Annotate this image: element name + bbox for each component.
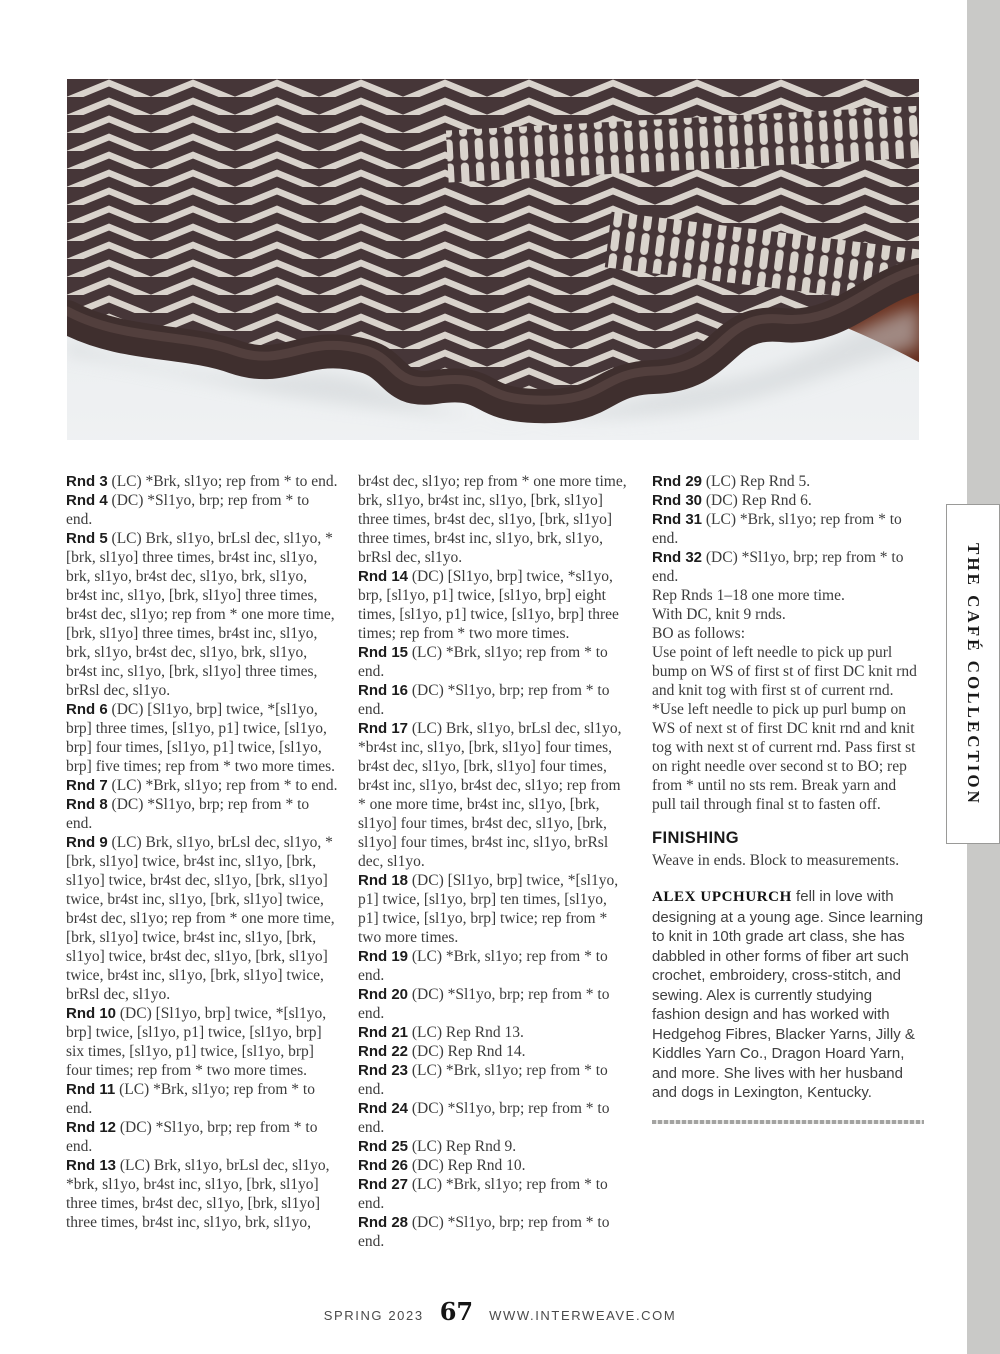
author-bio: ALEX UPCHURCH fell in love with designing at a young age. Since learning to knit in 10th grade art class, she has dabbled in other forms of fiber art such crochet, embroidery, cross-stitch, and sewing. Alex is currently studying fashion design and has worked with Hedgehog Fibres, Blacker Yarns, Jilly & Kiddles Yarn Co., Dragon Hoard Yarn, and more. She lives with her husband and dogs in Lexington, Kentucky. bbox=[652, 888, 924, 1101]
pattern-paragraph: Rnd 30 (DC) Rep Rnd 6. bbox=[652, 492, 812, 509]
pattern-paragraph: Rnd 22 (DC) Rep Rnd 14. bbox=[358, 1043, 526, 1060]
pattern-paragraph: With DC, knit 9 rnds. bbox=[652, 606, 786, 623]
pattern-paragraph: Rnd 10 (DC) [Sl1yo, brp] twice, *[sl1yo, brp] twice, [sl1yo, p1] twice, [sl1yo, brp] six times, [sl1yo, p1] twice, [sl1yo, brp] four times; rep from * two more times. bbox=[66, 1005, 327, 1079]
round-label: Rnd 10 bbox=[66, 1005, 117, 1022]
author-name: ALEX UPCHURCH bbox=[652, 889, 792, 905]
round-label: Rnd 4 bbox=[66, 492, 108, 509]
pattern-column-2 bbox=[358, 472, 630, 1251]
round-label: Rnd 7 bbox=[66, 777, 108, 794]
round-label: Rnd 14 bbox=[358, 568, 409, 585]
pattern-paragraph: Rnd 6 (DC) [Sl1yo, brp] twice, *[sl1yo, brp] three times, [sl1yo, p1] twice, [sl1yo, brp] four times, [sl1yo, p1] twice, [sl1yo, brp] five times; rep from * two more times. bbox=[66, 701, 336, 775]
round-label: Rnd 32 bbox=[652, 549, 703, 566]
round-label: Rnd 8 bbox=[66, 796, 108, 813]
page-footer bbox=[0, 1297, 1000, 1326]
pattern-paragraph: Rnd 5 (LC) Brk, sl1yo, brLsl dec, sl1yo, *[brk, sl1yo] three times, br4st inc, sl1yo, brk, sl1yo, br4st dec, sl1yo, brk, sl1yo, br4st inc, sl1yo, [brk, sl1yo] three times, br4st dec, sl1yo; rep from * one more time, [brk, sl1yo] three times, br4st inc, sl1yo, brk, sl1yo, br4st dec, sl1yo, brk, sl1yo, br4st inc, sl1yo, [brk, sl1yo] three times, brRsl dec, sl1yo. bbox=[66, 530, 335, 699]
round-label: Rnd 29 bbox=[652, 473, 703, 490]
pattern-paragraph: Rnd 21 (LC) Rep Rnd 13. bbox=[358, 1024, 524, 1041]
pattern-paragraph: br4st dec, sl1yo; rep from * one more time, brk, sl1yo, br4st inc, sl1yo, [brk, sl1yo] three times, br4st dec, sl1yo, [brk, sl1yo] three times, br4st inc, sl1yo, brk, sl1yo, brRsl dec, sl1yo. bbox=[358, 473, 627, 566]
pattern-paragraph: Rnd 15 (LC) *Brk, sl1yo; rep from * to end. bbox=[358, 644, 608, 680]
round-label: Rnd 16 bbox=[358, 682, 409, 699]
pattern-paragraph: Rnd 12 (DC) *Sl1yo, brp; rep from * to end. bbox=[66, 1119, 318, 1155]
round-label: Rnd 24 bbox=[358, 1100, 409, 1117]
round-label: Rnd 3 bbox=[66, 473, 108, 490]
round-label: Rnd 26 bbox=[358, 1157, 409, 1174]
collection-title: THE CAFÉ COLLECTION bbox=[964, 542, 983, 806]
round-label: Rnd 15 bbox=[358, 644, 409, 661]
round-label: Rnd 22 bbox=[358, 1043, 409, 1060]
footer-website: WWW.INTERWEAVE.COM bbox=[489, 1308, 677, 1323]
round-label: Rnd 17 bbox=[358, 720, 409, 737]
footer-season: SPRING 2023 bbox=[323, 1308, 424, 1323]
round-label: Rnd 19 bbox=[358, 948, 409, 965]
round-label: Rnd 5 bbox=[66, 530, 108, 547]
stitched-divider bbox=[652, 1120, 924, 1124]
pattern-paragraph: Rnd 24 (DC) *Sl1yo, brp; rep from * to end. bbox=[358, 1100, 610, 1136]
pattern-paragraph: Rnd 25 (LC) Rep Rnd 9. bbox=[358, 1138, 517, 1155]
round-label: Rnd 27 bbox=[358, 1176, 409, 1193]
pattern-paragraph: Rnd 4 (DC) *Sl1yo, brp; rep from * to end. bbox=[66, 492, 310, 528]
round-label: Rnd 23 bbox=[358, 1062, 409, 1079]
round-label: Rnd 25 bbox=[358, 1138, 409, 1155]
pattern-column-1 bbox=[66, 472, 338, 1232]
pattern-paragraph: Rep Rnds 1–18 one more time. bbox=[652, 587, 845, 604]
pattern-paragraph: Rnd 3 (LC) *Brk, sl1yo; rep from * to end. bbox=[66, 473, 338, 490]
round-label: Rnd 18 bbox=[358, 872, 409, 889]
knit-photo bbox=[67, 79, 919, 440]
pattern-paragraph: Rnd 29 (LC) Rep Rnd 5. bbox=[652, 473, 811, 490]
pattern-paragraph: Rnd 27 (LC) *Brk, sl1yo; rep from * to end. bbox=[358, 1176, 608, 1212]
pattern-paragraph: BO as follows: bbox=[652, 625, 745, 642]
pattern-paragraph: Rnd 16 (DC) *Sl1yo, brp; rep from * to end. bbox=[358, 682, 610, 718]
round-label: Rnd 28 bbox=[358, 1214, 409, 1231]
pattern-paragraph: Use point of left needle to pick up purl bump on WS of first st of first DC knit rnd and knit tog with first st of current rnd. *Use left needle to pick up purl bump on WS of next st of first DC knit rnd and knit tog with next st of current rnd. Pass first st on right needle over second st to BO; rep from * until no sts rem. Break yarn and pull tail through final st to fasten off. bbox=[652, 644, 917, 813]
round-label: Rnd 11 bbox=[66, 1081, 116, 1098]
collection-spine-box bbox=[946, 504, 1000, 844]
round-label: Rnd 21 bbox=[358, 1024, 409, 1041]
round-label: Rnd 12 bbox=[66, 1119, 117, 1136]
pattern-paragraph: Rnd 26 (DC) Rep Rnd 10. bbox=[358, 1157, 526, 1174]
pattern-paragraph: Rnd 8 (DC) *Sl1yo, brp; rep from * to end. bbox=[66, 796, 310, 832]
pattern-paragraph: Weave in ends. Block to measurements. bbox=[652, 852, 900, 869]
pattern-paragraph: Rnd 9 (LC) Brk, sl1yo, brLsl dec, sl1yo, *[brk, sl1yo] twice, br4st inc, sl1yo, [brk, sl1yo] twice, br4st dec, sl1yo, [brk, sl1yo] twice, br4st inc, sl1yo, [brk, sl1yo] twice, br4st dec, sl1yo; rep from * one more time, [brk, sl1yo] twice, br4st inc, sl1yo, [brk, sl1yo] twice, br4st dec, sl1yo, [brk, sl1yo] twice, br4st inc, sl1yo, [brk, sl1yo] twice, brRsl dec, sl1yo. bbox=[66, 834, 335, 1003]
round-label: Rnd 20 bbox=[358, 986, 409, 1003]
round-label: Rnd 13 bbox=[66, 1157, 117, 1174]
round-label: Rnd 9 bbox=[66, 834, 108, 851]
round-label: Rnd 30 bbox=[652, 492, 703, 509]
pattern-paragraph: Rnd 7 (LC) *Brk, sl1yo; rep from * to end. bbox=[66, 777, 338, 794]
pattern-paragraph: Rnd 23 (LC) *Brk, sl1yo; rep from * to end. bbox=[358, 1062, 608, 1098]
knit-photo-illustration bbox=[67, 79, 919, 440]
pattern-column-3 bbox=[652, 472, 924, 1124]
pattern-paragraph: Rnd 19 (LC) *Brk, sl1yo; rep from * to end. bbox=[358, 948, 608, 984]
pattern-paragraph: Rnd 14 (DC) [Sl1yo, brp] twice, *sl1yo, brp, [sl1yo, p1] twice, [sl1yo, brp] eight times, [sl1yo, p1] twice, [sl1yo, brp] three times; rep from * two more times. bbox=[358, 568, 619, 642]
pattern-paragraph: Rnd 11 (LC) *Brk, sl1yo; rep from * to end. bbox=[66, 1081, 315, 1117]
pattern-paragraph: Rnd 28 (DC) *Sl1yo, brp; rep from * to end. bbox=[358, 1214, 610, 1250]
page-number: 67 bbox=[439, 1297, 474, 1326]
round-label: Rnd 6 bbox=[66, 701, 108, 718]
pattern-paragraph: Rnd 13 (LC) Brk, sl1yo, brLsl dec, sl1yo, *brk, sl1yo, br4st inc, sl1yo, [brk, sl1yo] three times, br4st dec, sl1yo, [brk, sl1yo] three times, br4st inc, sl1yo, brk, sl1yo, bbox=[66, 1157, 330, 1231]
pattern-paragraph: Rnd 31 (LC) *Brk, sl1yo; rep from * to end. bbox=[652, 511, 902, 547]
pattern-paragraph: Rnd 32 (DC) *Sl1yo, brp; rep from * to end. bbox=[652, 549, 904, 585]
pattern-paragraph: Rnd 20 (DC) *Sl1yo, brp; rep from * to end. bbox=[358, 986, 610, 1022]
section-heading: FINISHING bbox=[652, 829, 740, 847]
pattern-paragraph: Rnd 18 (DC) [Sl1yo, brp] twice, *[sl1yo, p1] twice, [sl1yo, brp] ten times, [sl1yo, p1] twice, [sl1yo, brp] twice; rep from * two more times. bbox=[358, 872, 619, 946]
round-label: Rnd 31 bbox=[652, 511, 703, 528]
pattern-paragraph: Rnd 17 (LC) Brk, sl1yo, brLsl dec, sl1yo, *br4st inc, sl1yo, [brk, sl1yo] four times, br4st dec, sl1yo, [brk, sl1yo] four times, br4st inc, sl1yo, br4st dec, sl1yo; rep from * one more time, br4st inc, sl1yo, [brk, sl1yo] four times, br4st dec, sl1yo, [brk, sl1yo] four times, br4st inc, sl1yo, brRsl dec, sl1yo. bbox=[358, 720, 622, 870]
